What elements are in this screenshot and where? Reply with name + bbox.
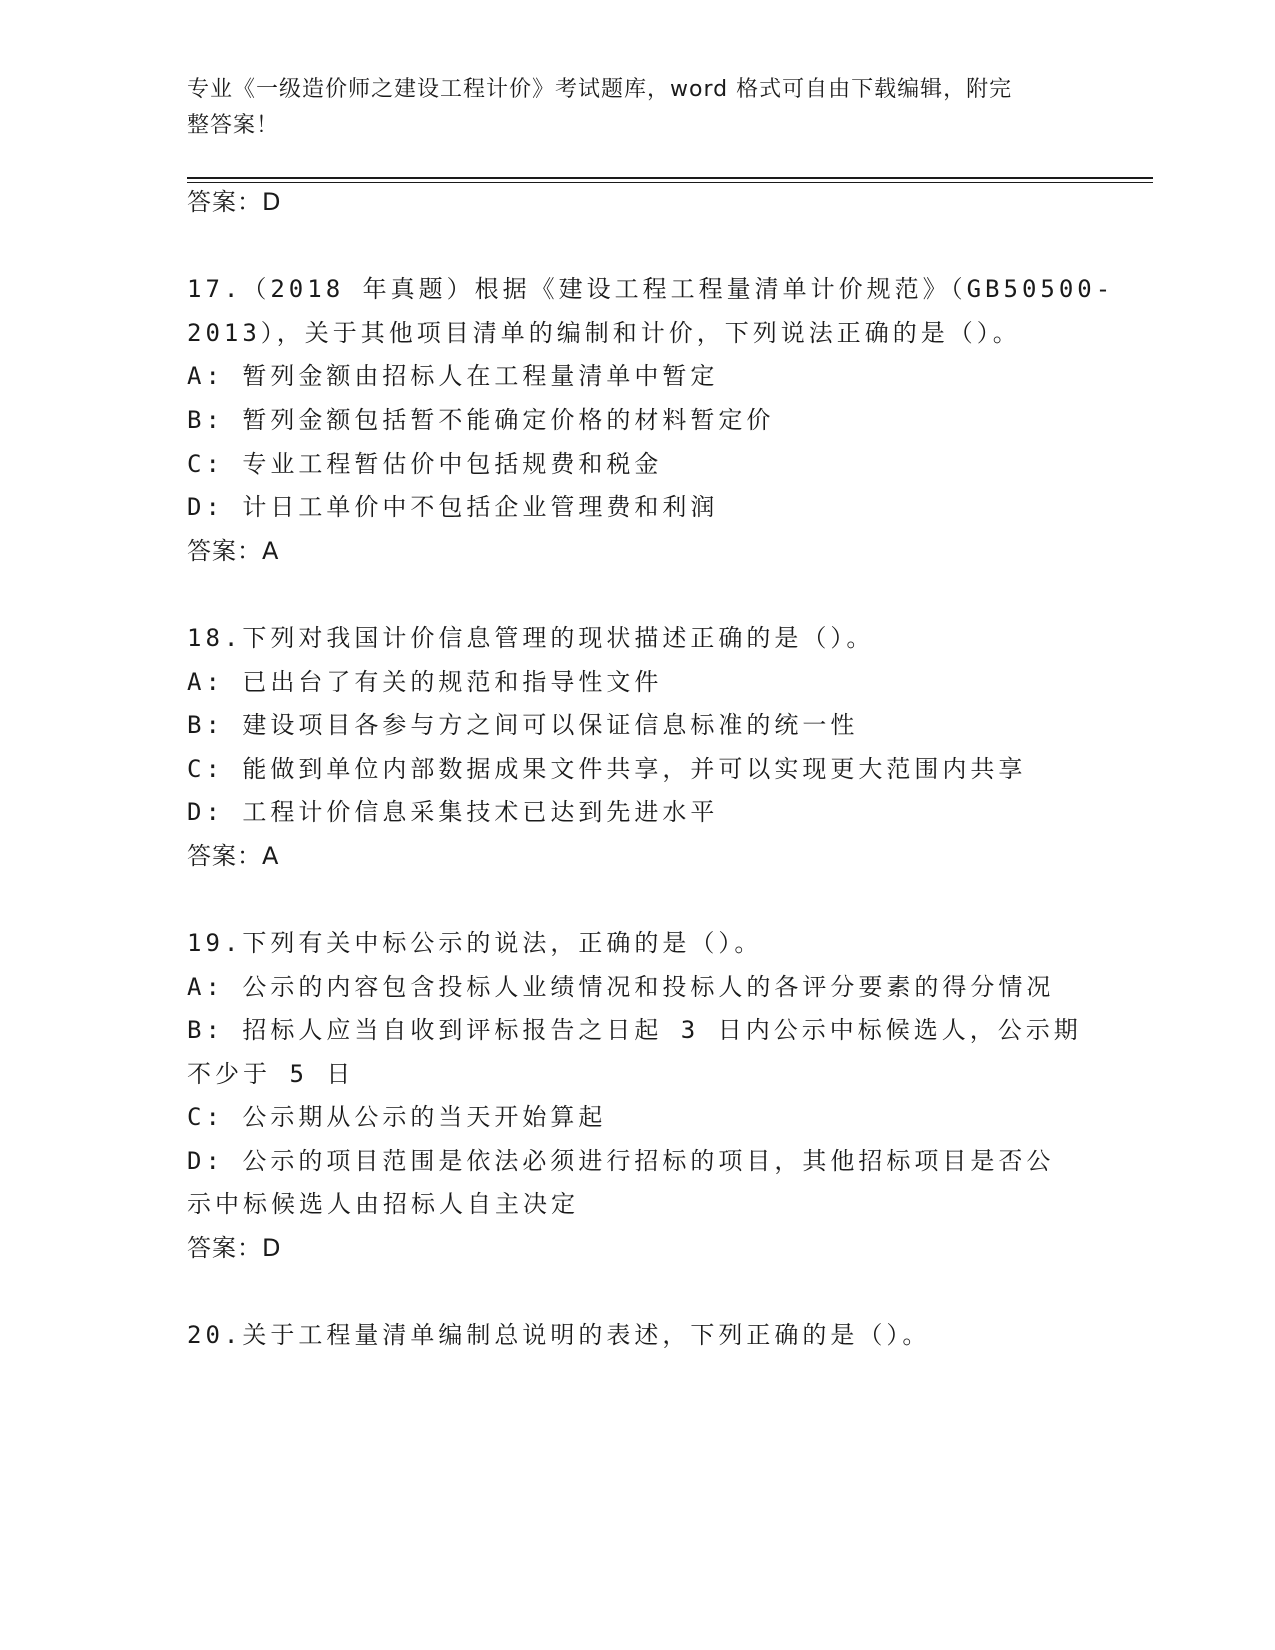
page-header <box>187 72 1067 144</box>
question-17-text-line-1: 17.（2018 年真题）根据《建设工程工程量清单计价规范》（GB50500- <box>187 275 1115 303</box>
question-20-text-line-1: 20.关于工程量清单编制总说明的表述，下列正确的是（）。 <box>187 1321 931 1349</box>
question-18-option-b: B: 建设项目各参与方之间可以保证信息标准的统一性 <box>187 711 859 739</box>
question-19-option-d-line-1: D: 公示的项目范围是依法必须进行招标的项目，其他招标项目是否公 <box>187 1147 1055 1175</box>
answer-16: 答案：D <box>187 188 282 216</box>
question-19-text-line-1: 19.下列有关中标公示的说法，正确的是（）。 <box>187 929 763 957</box>
question-18-text-line-1: 18.下列对我国计价信息管理的现状描述正确的是（）。 <box>187 624 875 652</box>
question-17-option-b: B: 暂列金额包括暂不能确定价格的材料暂定价 <box>187 406 775 434</box>
answer-18: 答案：A <box>187 842 280 870</box>
question-18-option-d: D: 工程计价信息采集技术已达到先进水平 <box>187 798 719 826</box>
question-18-option-c: C: 能做到单位内部数据成果文件共享，并可以实现更大范围内共享 <box>187 755 1027 783</box>
header-divider-thin <box>187 182 1153 183</box>
answer-17: 答案：A <box>187 537 280 565</box>
header-line-2: 整答案！ <box>187 113 280 138</box>
header-line-1: 专业《一级造价师之建设工程计价》考试题库，word 格式可自由下载编辑，附完 <box>187 77 1013 102</box>
question-19-option-b-line-1: B: 招标人应当自收到评标报告之日起 3 日内公示中标候选人，公示期 <box>187 1016 1082 1044</box>
question-17-text-line-2: 2013），关于其他项目清单的编制和计价，下列说法正确的是（）。 <box>187 319 1021 347</box>
question-19-option-a: A: 公示的内容包含投标人业绩情况和投标人的各评分要素的得分情况 <box>187 973 1055 1001</box>
question-19-option-c: C: 公示期从公示的当天开始算起 <box>187 1103 607 1131</box>
question-19-option-d-line-2: 示中标候选人由招标人自主决定 <box>187 1190 579 1218</box>
question-17-option-c: C: 专业工程暂估价中包括规费和税金 <box>187 450 663 478</box>
question-17-option-a: A: 暂列金额由招标人在工程量清单中暂定 <box>187 362 719 390</box>
question-17-option-d: D: 计日工单价中不包括企业管理费和利润 <box>187 493 719 521</box>
question-18-option-a: A: 已出台了有关的规范和指导性文件 <box>187 668 663 696</box>
answer-19: 答案：D <box>187 1234 282 1262</box>
header-divider-thick <box>187 177 1153 179</box>
question-19-option-b-line-2: 不少于 5 日 <box>187 1060 355 1088</box>
